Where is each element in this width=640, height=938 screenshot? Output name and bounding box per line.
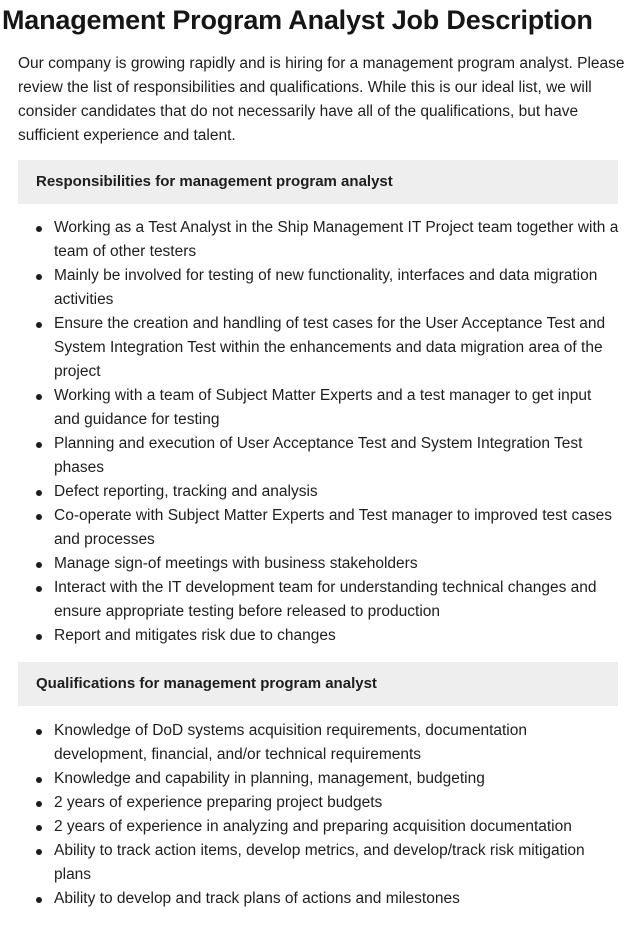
responsibility-item bbox=[0, 624, 640, 648]
responsibilities-heading: Responsibilities for management program analyst bbox=[18, 160, 618, 204]
bullet-icon bbox=[36, 394, 42, 400]
qualification-item bbox=[0, 719, 640, 767]
bullet-icon bbox=[36, 777, 42, 783]
qualification-text: 2 years of experience preparing project budgets bbox=[54, 794, 383, 811]
bullet-icon bbox=[36, 322, 42, 328]
qualification-item bbox=[0, 887, 640, 911]
responsibility-text: Defect reporting, tracking and analysis bbox=[54, 483, 318, 500]
responsibility-text: Manage sign-of meetings with business stakeholders bbox=[54, 555, 418, 572]
qualification-text: Ability to track action items, develop metrics, and develop/track risk mitigation plans bbox=[54, 842, 585, 883]
qualification-item bbox=[0, 767, 640, 791]
qualification-text: Knowledge of DoD systems acquisition requirements, documentation development, financial, and/or technical requirements bbox=[54, 722, 527, 763]
qualifications-list bbox=[0, 719, 640, 911]
responsibility-text: Mainly be involved for testing of new functionality, interfaces and data migration activities bbox=[54, 267, 598, 308]
responsibility-item bbox=[0, 312, 640, 384]
responsibility-item bbox=[0, 480, 640, 504]
bullet-icon bbox=[36, 586, 42, 592]
responsibility-item bbox=[0, 432, 640, 480]
responsibility-item bbox=[0, 264, 640, 312]
bullet-icon bbox=[36, 514, 42, 520]
qualifications-heading: Qualifications for management program analyst bbox=[18, 662, 618, 706]
responsibility-item bbox=[0, 576, 640, 624]
responsibility-text: Interact with the IT development team for understanding technical changes and ensure appropriate testing before released to production bbox=[54, 579, 597, 620]
qualification-text: Ability to develop and track plans of actions and milestones bbox=[54, 890, 460, 907]
bullet-icon bbox=[36, 729, 42, 735]
bullet-icon bbox=[36, 226, 42, 232]
bullet-icon bbox=[36, 490, 42, 496]
qualification-item bbox=[0, 791, 640, 815]
responsibility-text: Working with a team of Subject Matter Experts and a test manager to get input and guidance for testing bbox=[54, 387, 592, 428]
qualification-item bbox=[0, 815, 640, 839]
responsibility-text: Planning and execution of User Acceptance Test and System Integration Test phases bbox=[54, 435, 583, 476]
bullet-icon bbox=[36, 274, 42, 280]
responsibility-item bbox=[0, 504, 640, 552]
intro-paragraph: Our company is growing rapidly and is hiring for a management program analyst. Please review the list of responsibilities and qualifications. While this is our ideal list, we will consider candidates that do not necessarily have all of the qualifications, but have sufficient experience and talent. bbox=[18, 55, 625, 144]
page-title: Management Program Analyst Job Description bbox=[2, 5, 593, 35]
qualification-text: 2 years of experience in analyzing and preparing acquisition documentation bbox=[54, 818, 572, 835]
qualification-text: Knowledge and capability in planning, management, budgeting bbox=[54, 770, 485, 787]
responsibility-item bbox=[0, 552, 640, 576]
qualification-item bbox=[0, 839, 640, 887]
bullet-icon bbox=[36, 634, 42, 640]
bullet-icon bbox=[36, 801, 42, 807]
responsibility-text: Ensure the creation and handling of test cases for the User Acceptance Test and System Integration Test within the enhancements and data migration area of the project bbox=[54, 315, 606, 380]
bullet-icon bbox=[36, 825, 42, 831]
responsibility-text: Report and mitigates risk due to changes bbox=[54, 627, 336, 644]
responsibility-item bbox=[0, 216, 640, 264]
responsibility-text: Co-operate with Subject Matter Experts and Test manager to improved test cases and processes bbox=[54, 507, 612, 548]
responsibility-text: Working as a Test Analyst in the Ship Management IT Project team together with a team of other testers bbox=[54, 219, 619, 260]
bullet-icon bbox=[36, 562, 42, 568]
responsibilities-list bbox=[0, 216, 640, 648]
responsibility-item bbox=[0, 384, 640, 432]
bullet-icon bbox=[36, 442, 42, 448]
bullet-icon bbox=[36, 897, 42, 903]
bullet-icon bbox=[36, 849, 42, 855]
